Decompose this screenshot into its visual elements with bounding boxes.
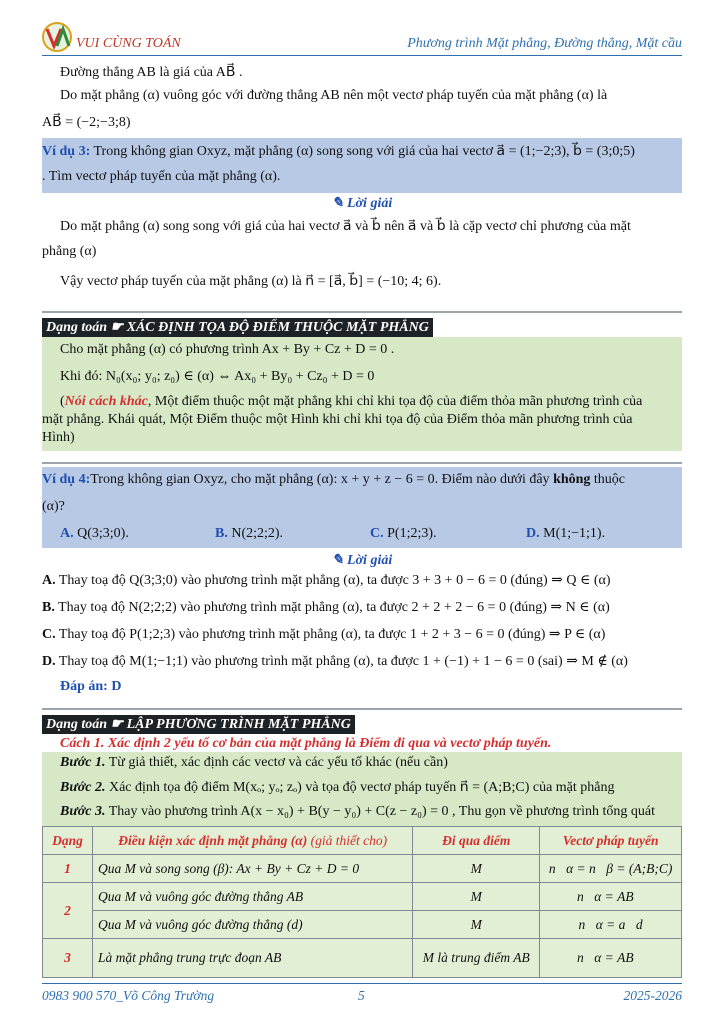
table-header-row: [43, 827, 682, 855]
section2-method: Cách 1. Xác định 2 yếu tố cơ bản của mặt phẳng là Điểm đi qua và vectơ pháp tuyến.: [60, 736, 552, 751]
header-rule: [42, 55, 682, 56]
header-left: VUI CÙNG TOÁN: [76, 36, 181, 51]
intro-line1: Đường thẳng AB là giá của AB⃗ .: [60, 65, 243, 80]
solution3-line2: phẳng (α): [42, 244, 97, 259]
plane-table: [42, 826, 682, 978]
option-c[interactable]: C. P(1;2;3).: [370, 526, 437, 541]
solution4-row-c: C. Thay toạ độ P(1;2;3) vào phương trình mặt phẳng (α), ta được 1 + 2 + 3 − 6 = 0 (đúng) ⇒ P ∈ (α): [42, 627, 606, 642]
example4-line1: [42, 472, 682, 488]
example4-text2: (α)?: [42, 499, 65, 514]
example3-label: Ví dụ 3:: [42, 144, 91, 159]
solution4-row-d: D. Thay toạ độ M(1;−1;1) vào phương trình mặt phẳng (α), ta được 1 + (−1) + 1 − 6 = 0 (sai) ⇒ M ∉ (α): [42, 654, 628, 669]
solution4-answer: Đáp án: D: [60, 679, 122, 694]
section1-rule: [42, 311, 682, 313]
table-row: 2 Qua M và vuông góc đường thẳng AB M n⃗α = AB⃗: [43, 883, 682, 911]
example4-rule: [42, 462, 682, 464]
th-normal: Vectơ pháp tuyến: [540, 827, 682, 855]
solution4-row-b: B. Thay toạ độ N(2;2;2) vào phương trình mặt phẳng (α), ta được 2 + 2 + 2 − 6 = 0 (đúng) ⇒ N ∈ (α): [42, 600, 610, 615]
header-right: Phương trình Mặt phẳng, Đường thẳng, Mặt cầu: [407, 36, 682, 51]
th-type: Dạng: [43, 827, 93, 855]
footer-left: 0983 900 570_Võ Công Trường: [42, 988, 215, 1003]
solution3-line1: Do mặt phẳng (α) song song với giá của hai vectơ a⃗ và b⃗ nên a⃗ và b⃗ là cặp vectơ chỉ phương của mặt: [60, 219, 631, 234]
section1-line2: Khi đó: N₀(x₀; y₀; z₀) ∈ (α) ⇔ Ax₀ + By₀ + Cz₀ + D = 0: [60, 369, 375, 384]
section1-note-red: Nói cách khác: [64, 394, 148, 409]
table-row: 1 Qua M và song song (β): Ax + By + Cz + D = 0 M n⃗α = n⃗β = (A;B;C): [43, 855, 682, 883]
intro-line3: AB⃗ = (−2;−3;8): [42, 115, 131, 130]
th-point: Đi qua điểm: [413, 827, 540, 855]
example3-text2: . Tìm vectơ pháp tuyến của mặt phẳng (α).: [42, 169, 281, 184]
section2-title: Dạng toán ☛ LẬP PHƯƠNG TRÌNH MẶT PHẲNG: [42, 715, 355, 734]
logo-icon: [42, 22, 72, 52]
table-row: Qua M và vuông góc đường thẳng (d) M n⃗α = a⃗d: [43, 911, 682, 939]
example4-text1: Trong không gian Oxyz, cho mặt phẳng (α): x + y + z − 6 = 0. Điểm nào dưới đây: [90, 472, 554, 487]
section1-note1: (Nói cách khác, Một điểm thuộc một mặt phẳng khi chỉ khi tọa độ của điểm thỏa mãn phương trình của: [60, 394, 643, 409]
logo: [42, 22, 72, 52]
section1-note2: mặt phẳng. Khái quát, Một Điểm thuộc một Hình khi chỉ khi tọa độ của Điểm thỏa mãn phương trình của: [42, 412, 633, 427]
intro-line2: Do mặt phẳng (α) vuông góc với đường thẳng AB nên một vectơ pháp tuyến của mặt phẳng (α) là: [60, 88, 608, 103]
example4-label: Ví dụ 4:: [42, 472, 91, 487]
option-d[interactable]: D. M(1;−1;1).: [526, 526, 606, 541]
section2-rule: [42, 708, 682, 710]
footer-right: 2025-2026: [623, 988, 682, 1003]
option-a[interactable]: A. Q(3;3;0).: [60, 526, 129, 541]
footer-page: 5: [358, 988, 365, 1003]
section1-title: Dạng toán ☛ XÁC ĐỊNH TỌA ĐỘ ĐIỂM THUỘC MẶT PHẲNG: [42, 318, 433, 337]
section2-step1: Bước 1. Từ giả thiết, xác định các vectơ và các yếu tố khác (nếu cần): [60, 755, 448, 770]
solution4-label: ✎ Lời giải: [331, 553, 393, 568]
table-row: 3 Là mặt phẳng trung trực đoạn AB M là trung điểm AB n⃗α = AB⃗: [43, 939, 682, 978]
solution4-row-a: A. Thay toạ độ Q(3;3;0) vào phương trình mặt phẳng (α), ta được 3 + 3 + 0 − 6 = 0 (đúng) ⇒ Q ∈ (α): [42, 573, 611, 588]
example4-bold: không: [553, 472, 591, 487]
section1-note-rest1: , Một điểm thuộc một mặt phẳng khi chỉ khi tọa độ của điểm thỏa mãn phương trình của: [147, 394, 643, 409]
example4-text1-end: thuộc: [590, 472, 626, 487]
section1-note3: Hình): [42, 430, 75, 445]
footer-rule: [42, 983, 682, 984]
section1-line1: Cho mặt phẳng (α) có phương trình Ax + By + Cz + D = 0 .: [60, 342, 395, 357]
solution3-line3: Vậy vectơ pháp tuyến của mặt phẳng (α) là n⃗ = [a⃗, b⃗] = (−10; 4; 6).: [60, 274, 442, 289]
option-b[interactable]: B. N(2;2;2).: [215, 526, 284, 541]
section2-step2: Bước 2. Xác định tọa độ điểm M(xₒ; yₒ; zₒ) và tọa độ vectơ pháp tuyến n⃗ = (A;B;C) của mặt phẳng: [60, 780, 615, 795]
section2-step3: Bước 3. Thay vào phương trình A(x − x₀) + B(y − y₀) + C(z − z₀) = 0 , Thu gọn về phương trình tổng quát: [60, 804, 655, 819]
th-cond: Điều kiện xác định mặt phẳng (α) (giả thiết cho): [92, 827, 412, 855]
example3-text1: Trong không gian Oxyz, mặt phẳng (α) song song với giá của hai vectơ a⃗ = (1;−2;3), b⃗ = (3;0;5): [90, 144, 635, 159]
solution3-label: ✎ Lời giải: [331, 196, 393, 211]
example3-line1: [42, 143, 682, 160]
